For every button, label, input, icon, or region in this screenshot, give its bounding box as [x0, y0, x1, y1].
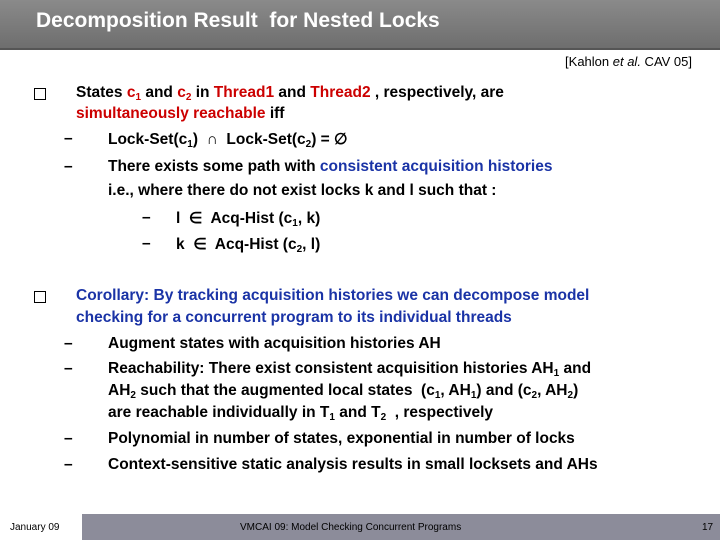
- b1-line-5: i.e., where there do not exist locks k and l such that :: [108, 182, 497, 199]
- footer-title: VMCAI 09: Model Checking Concurrent Programs: [240, 522, 462, 533]
- b2-line-8: Context-sensitive static analysis results in small locksets and AHs: [108, 456, 598, 473]
- bullet-box-2: [34, 291, 46, 303]
- dash: –: [64, 430, 73, 447]
- b2-line-7: Polynomial in number of states, exponential in number of locks: [108, 430, 575, 447]
- b1-line-3: Lock-$Set(c_1)$ ∩ Lock-$Set(c_2)$ = ∅: [108, 131, 348, 150]
- b1-line-4: There exists some path with consistent acquisition histories: [108, 158, 553, 175]
- b2-line-5: $AH_2$ such that the augmented local states ($c_1$, $AH_1$) and ($c_2$, $AH_2$): [108, 382, 579, 401]
- b1-line-2: simultaneously reachable iff: [76, 105, 285, 122]
- citation: [Kahlon et al. CAV 05]: [565, 54, 692, 69]
- b2-line-3: Augment states with acquisition histories AH: [108, 335, 441, 352]
- page-number: 17: [702, 522, 714, 533]
- b2-line-2: checking for a concurrent program to its individual threads: [76, 309, 512, 326]
- footer-date: January 09: [10, 522, 60, 533]
- b2-line-1: Corollary: By tracking acquisition histories we can decompose model: [76, 287, 590, 304]
- b2-line-6: are reachable individually in $T_1$ and $T_2$ , respectively: [108, 404, 493, 423]
- b1-line-6: l ∈ Acq-Hist ($c_1$, k): [176, 210, 321, 229]
- slide-title: Decomposition Result for Nested Locks: [36, 9, 440, 32]
- b2-line-4: Reachability: There exist consistent acquisition histories $AH_1$ and: [108, 360, 592, 379]
- dash: –: [142, 235, 151, 252]
- b1-line-7: k ∈ Acq-Hist ($c_2$, l): [176, 236, 321, 255]
- bullet-box-1: [34, 88, 46, 100]
- dash: –: [64, 456, 73, 473]
- b1-line-1: States $c_1$ and $c_2$ in Thread1 and Thread2 , respectively, are: [76, 84, 504, 103]
- dash: –: [64, 360, 73, 377]
- dash: –: [142, 209, 151, 226]
- dash: –: [64, 335, 73, 352]
- title-bar: [0, 0, 720, 50]
- dash: –: [64, 130, 73, 147]
- dash: –: [64, 158, 73, 175]
